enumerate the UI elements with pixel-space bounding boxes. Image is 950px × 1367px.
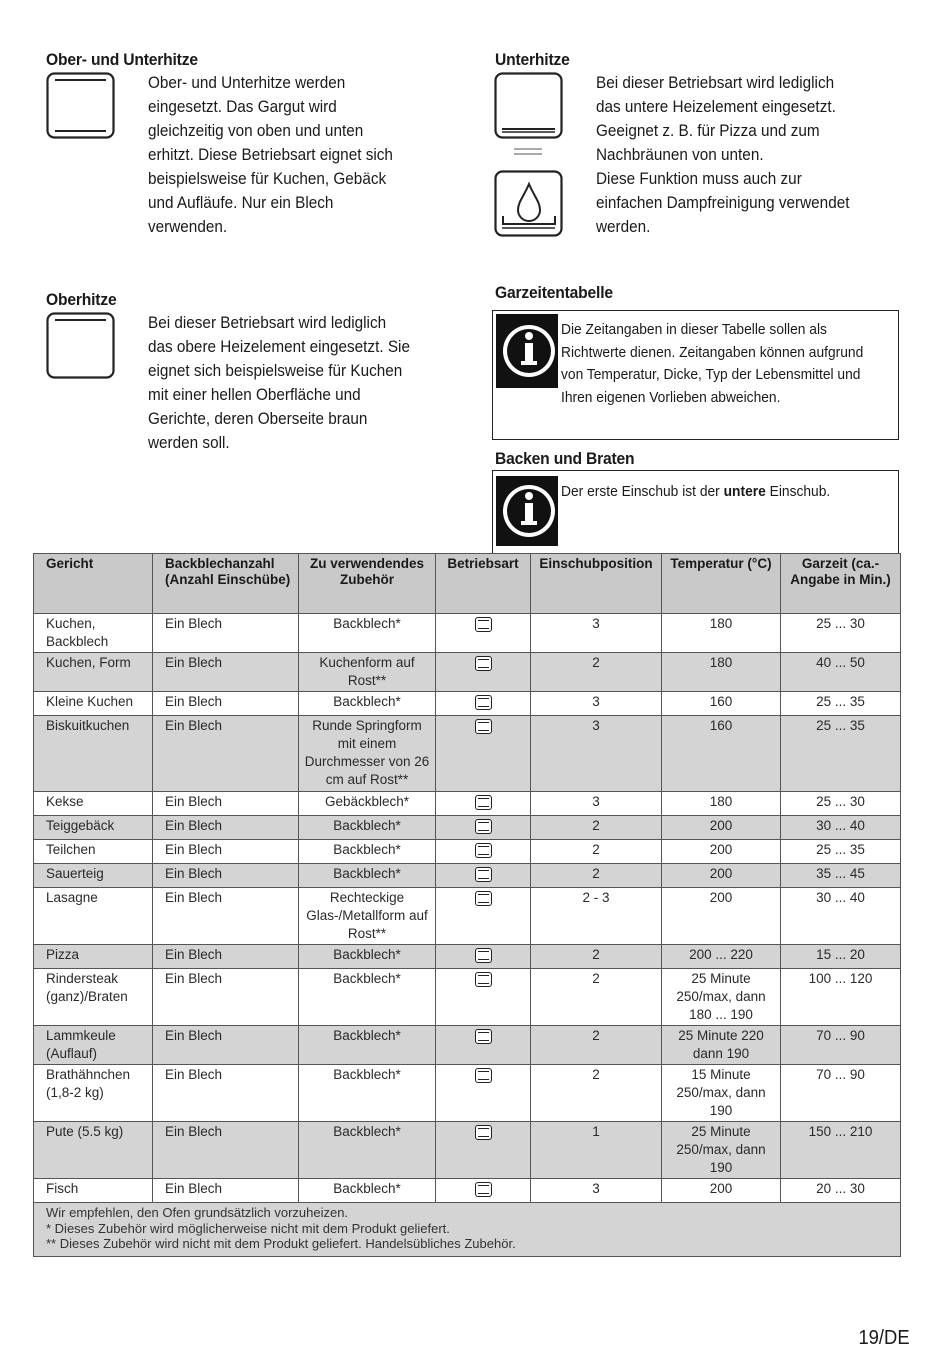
page-number: 19/DE xyxy=(858,1327,910,1349)
cell-zubehoer: Backblech* xyxy=(299,840,436,864)
cell-backblechanzahl: Ein Blech xyxy=(153,945,299,969)
unterhitze-icon xyxy=(494,72,564,140)
ober-unterhitze-icon xyxy=(475,617,492,632)
cell-gericht: Teiggebäck xyxy=(34,816,153,840)
cell-einschubposition: 2 xyxy=(531,816,662,840)
header-betriebsart: Betriebsart xyxy=(436,554,531,614)
cell-gericht: Rindersteak (ganz)/Braten xyxy=(34,969,153,1026)
cell-zubehoer: Backblech* xyxy=(299,1065,436,1122)
cell-garzeit: 25 ... 30 xyxy=(781,614,901,653)
cell-einschubposition: 2 xyxy=(531,840,662,864)
cell-garzeit: 25 ... 35 xyxy=(781,692,901,716)
cell-backblechanzahl: Ein Blech xyxy=(153,1026,299,1065)
cell-zubehoer: Backblech* xyxy=(299,1026,436,1065)
table-row xyxy=(34,614,901,653)
ober-unterhitze-icon xyxy=(475,719,492,734)
cell-garzeit: 25 ... 35 xyxy=(781,840,901,864)
cell-temperatur: 200 xyxy=(662,816,781,840)
section-title-backen-braten: Backen und Braten xyxy=(495,449,635,468)
section-title-unterhitze: Unterhitze xyxy=(495,50,570,69)
cell-temperatur: 180 xyxy=(662,653,781,692)
cell-gericht: Fisch xyxy=(34,1179,153,1203)
cell-garzeit: 30 ... 40 xyxy=(781,888,901,945)
cell-betriebsart xyxy=(436,1179,531,1203)
ober-unterhitze-icon xyxy=(475,1029,492,1044)
cell-temperatur: 200 xyxy=(662,864,781,888)
cell-temperatur: 180 xyxy=(662,792,781,816)
cell-temperatur: 25 Minute 220 dann 190 xyxy=(662,1026,781,1065)
cell-zubehoer: Backblech* xyxy=(299,614,436,653)
cell-gericht: Pizza xyxy=(34,945,153,969)
cell-betriebsart xyxy=(436,969,531,1026)
table-header-row xyxy=(34,554,901,614)
cell-gericht: Teilchen xyxy=(34,840,153,864)
cell-einschubposition: 2 xyxy=(531,1065,662,1122)
cell-betriebsart xyxy=(436,945,531,969)
cell-garzeit: 150 ... 210 xyxy=(781,1122,901,1179)
backen-info-box xyxy=(492,470,899,554)
backen-note-post: Einschub. xyxy=(765,483,831,500)
garzeiten-info-box xyxy=(492,310,899,440)
table-row xyxy=(34,1065,901,1122)
cell-backblechanzahl: Ein Blech xyxy=(153,816,299,840)
cooking-table xyxy=(33,553,901,1257)
backen-note-bold: untere xyxy=(723,483,766,500)
cell-garzeit: 15 ... 20 xyxy=(781,945,901,969)
cell-garzeit: 70 ... 90 xyxy=(781,1065,901,1122)
cell-betriebsart xyxy=(436,792,531,816)
cell-einschubposition: 3 xyxy=(531,792,662,816)
table-row xyxy=(34,792,901,816)
table-row xyxy=(34,653,901,692)
cell-temperatur: 15 Minute 250/max, dann 190 xyxy=(662,1065,781,1122)
cell-backblechanzahl: Ein Blech xyxy=(153,969,299,1026)
cell-garzeit: 100 ... 120 xyxy=(781,969,901,1026)
table-row xyxy=(34,1179,901,1203)
cell-betriebsart xyxy=(436,816,531,840)
table-row xyxy=(34,969,901,1026)
table-row xyxy=(34,692,901,716)
ober-unterhitze-icon xyxy=(475,795,492,810)
cell-garzeit: 25 ... 30 xyxy=(781,792,901,816)
ober-unterhitze-icon xyxy=(475,867,492,882)
ober-unterhitze-text: Ober- und Unterhitze werden eingesetzt. Das Gargut wird gleichzeitig von oben und unten erhitzt. Diese Betriebsart eignet sich beispielsweise für Kuchen, Gebäck und Aufläufe. Nur ein Blech verwenden. xyxy=(148,73,393,236)
cell-einschubposition: 2 xyxy=(531,1026,662,1065)
footnote-star: * Dieses Zubehör wird möglicherweise nicht mit dem Produkt geliefert. xyxy=(46,1220,450,1236)
cell-backblechanzahl: Ein Blech xyxy=(153,614,299,653)
cell-garzeit: 35 ... 45 xyxy=(781,864,901,888)
table-row xyxy=(34,888,901,945)
cell-gericht: Sauerteig xyxy=(34,864,153,888)
cell-zubehoer: Gebäckblech* xyxy=(299,792,436,816)
cell-einschubposition: 3 xyxy=(531,716,662,792)
cell-zubehoer: Backblech* xyxy=(299,1179,436,1203)
cell-einschubposition: 2 - 3 xyxy=(531,888,662,945)
cell-zubehoer: Backblech* xyxy=(299,816,436,840)
cell-backblechanzahl: Ein Blech xyxy=(153,692,299,716)
cell-garzeit: 20 ... 30 xyxy=(781,1179,901,1203)
header-zubehoer: Zu verwendendes Zubehör xyxy=(299,554,436,614)
steam-clean-icon xyxy=(494,170,564,238)
info-icon xyxy=(496,476,558,546)
cell-backblechanzahl: Ein Blech xyxy=(153,840,299,864)
cell-gericht: Kuchen, Form xyxy=(34,653,153,692)
cell-temperatur: 200 ... 220 xyxy=(662,945,781,969)
cell-gericht: Lasagne xyxy=(34,888,153,945)
backen-note xyxy=(561,481,878,504)
garzeiten-note: Die Zeitangaben in dieser Tabelle sollen als Richtwerte dienen. Zeitangaben können aufgrund von Temperatur, Dicke, Typ der Lebensmittel und Ihren eigenen Vorlieben abweichen. xyxy=(561,321,864,406)
cell-backblechanzahl: Ein Blech xyxy=(153,653,299,692)
ober-unterhitze-icon xyxy=(475,843,492,858)
table-footnotes xyxy=(34,1203,901,1257)
cell-backblechanzahl: Ein Blech xyxy=(153,1179,299,1203)
cell-temperatur: 200 xyxy=(662,888,781,945)
cell-backblechanzahl: Ein Blech xyxy=(153,1122,299,1179)
cell-gericht: Lammkeule (Auflauf) xyxy=(34,1026,153,1065)
header-backblechanzahl: Backblechanzahl (Anzahl Einschübe) xyxy=(153,554,299,614)
cell-betriebsart xyxy=(436,1065,531,1122)
cell-einschubposition: 2 xyxy=(531,653,662,692)
ober-unterhitze-icon xyxy=(475,948,492,963)
separator-icon xyxy=(512,145,544,159)
cell-betriebsart xyxy=(436,1026,531,1065)
cell-garzeit: 40 ... 50 xyxy=(781,653,901,692)
cell-backblechanzahl: Ein Blech xyxy=(153,1065,299,1122)
section-title-garzeitentabelle: Garzeitentabelle xyxy=(495,283,613,302)
cell-gericht: Biskuitkuchen xyxy=(34,716,153,792)
cell-temperatur: 200 xyxy=(662,840,781,864)
ober-unterhitze-icon xyxy=(475,1182,492,1197)
cell-garzeit: 70 ... 90 xyxy=(781,1026,901,1065)
cell-temperatur: 180 xyxy=(662,614,781,653)
cell-betriebsart xyxy=(436,864,531,888)
cell-zubehoer: Backblech* xyxy=(299,969,436,1026)
unterhitze-text: Bei dieser Betriebsart wird lediglich das untere Heizelement eingesetzt. Geeignet z. B. für Pizza und zum Nachbräunen von unten. Diese Funktion muss auch zur einfachen Dampfreinigung verwendet werden. xyxy=(596,73,850,236)
ober-unterhitze-icon xyxy=(475,1125,492,1140)
footnote-double-star: ** Dieses Zubehör wird nicht mit dem Produkt geliefert. Handelsübliches Zubehör. xyxy=(46,1236,516,1251)
cell-betriebsart xyxy=(436,716,531,792)
info-icon xyxy=(496,314,558,388)
oberhitze-icon xyxy=(46,312,116,380)
cell-gericht: Kleine Kuchen xyxy=(34,692,153,716)
cell-gericht: Kuchen, Backblech xyxy=(34,614,153,653)
cell-temperatur: 160 xyxy=(662,692,781,716)
cell-zubehoer: Backblech* xyxy=(299,864,436,888)
table-row xyxy=(34,1026,901,1065)
cell-gericht: Brathähnchen (1,8-2 kg) xyxy=(34,1065,153,1122)
ober-unterhitze-icon xyxy=(475,819,492,834)
ober-unterhitze-icon xyxy=(475,656,492,671)
table-footnote-row xyxy=(34,1203,901,1257)
table-row xyxy=(34,840,901,864)
backen-note-pre: Der erste Einschub ist der xyxy=(561,483,724,500)
table-row xyxy=(34,816,901,840)
cell-backblechanzahl: Ein Blech xyxy=(153,792,299,816)
cell-betriebsart xyxy=(436,614,531,653)
ober-unterhitze-icon xyxy=(475,972,492,987)
cell-einschubposition: 1 xyxy=(531,1122,662,1179)
table-row xyxy=(34,716,901,792)
cell-backblechanzahl: Ein Blech xyxy=(153,888,299,945)
cell-einschubposition: 2 xyxy=(531,864,662,888)
cell-einschubposition: 3 xyxy=(531,614,662,653)
section-title-oberhitze: Oberhitze xyxy=(46,290,117,309)
cell-temperatur: 200 xyxy=(662,1179,781,1203)
cell-gericht: Pute (5.5 kg) xyxy=(34,1122,153,1179)
ober-unterhitze-icon xyxy=(46,72,116,140)
cell-temperatur: 25 Minute 250/max, dann 190 xyxy=(662,1122,781,1179)
ober-unterhitze-icon xyxy=(475,891,492,906)
cell-garzeit: 30 ... 40 xyxy=(781,816,901,840)
section-title-ober-unterhitze: Ober- und Unterhitze xyxy=(46,50,198,69)
cell-zubehoer: Backblech* xyxy=(299,945,436,969)
cell-einschubposition: 3 xyxy=(531,1179,662,1203)
cell-zubehoer: Kuchenform auf Rost** xyxy=(299,653,436,692)
cell-betriebsart xyxy=(436,653,531,692)
header-garzeit: Garzeit (ca.-Angabe in Min.) xyxy=(781,554,901,614)
cell-betriebsart xyxy=(436,840,531,864)
ober-unterhitze-icon xyxy=(475,695,492,710)
cell-backblechanzahl: Ein Blech xyxy=(153,716,299,792)
cell-zubehoer: Backblech* xyxy=(299,1122,436,1179)
cell-betriebsart xyxy=(436,888,531,945)
cell-garzeit: 25 ... 35 xyxy=(781,716,901,792)
cell-gericht: Kekse xyxy=(34,792,153,816)
header-temperatur: Temperatur (°C) xyxy=(662,554,781,614)
cell-backblechanzahl: Ein Blech xyxy=(153,864,299,888)
footnote-preheat: Wir empfehlen, den Ofen grundsätzlich vorzuheizen. xyxy=(46,1205,349,1220)
header-gericht: Gericht xyxy=(34,554,153,614)
cell-einschubposition: 2 xyxy=(531,945,662,969)
cell-einschubposition: 2 xyxy=(531,969,662,1026)
cell-zubehoer: Rechteckige Glas-/Metallform auf Rost** xyxy=(299,888,436,945)
cell-temperatur: 160 xyxy=(662,716,781,792)
ober-unterhitze-icon xyxy=(475,1068,492,1083)
table-row xyxy=(34,945,901,969)
cell-zubehoer: Backblech* xyxy=(299,692,436,716)
table-row xyxy=(34,864,901,888)
cell-zubehoer: Runde Springform mit einem Durchmesser von 26 cm auf Rost** xyxy=(299,716,436,792)
oberhitze-text: Bei dieser Betriebsart wird lediglich das obere Heizelement eingesetzt. Sie eignet sich beispielsweise für Kuchen mit einer hellen Oberfläche und Gerichte, deren Oberseite braun werden soll. xyxy=(148,313,410,452)
cell-einschubposition: 3 xyxy=(531,692,662,716)
header-einschubposition: Einschubposition xyxy=(531,554,662,614)
table-row xyxy=(34,1122,901,1179)
cell-temperatur: 25 Minute 250/max, dann 180 ... 190 xyxy=(662,969,781,1026)
cell-betriebsart xyxy=(436,1122,531,1179)
cell-betriebsart xyxy=(436,692,531,716)
